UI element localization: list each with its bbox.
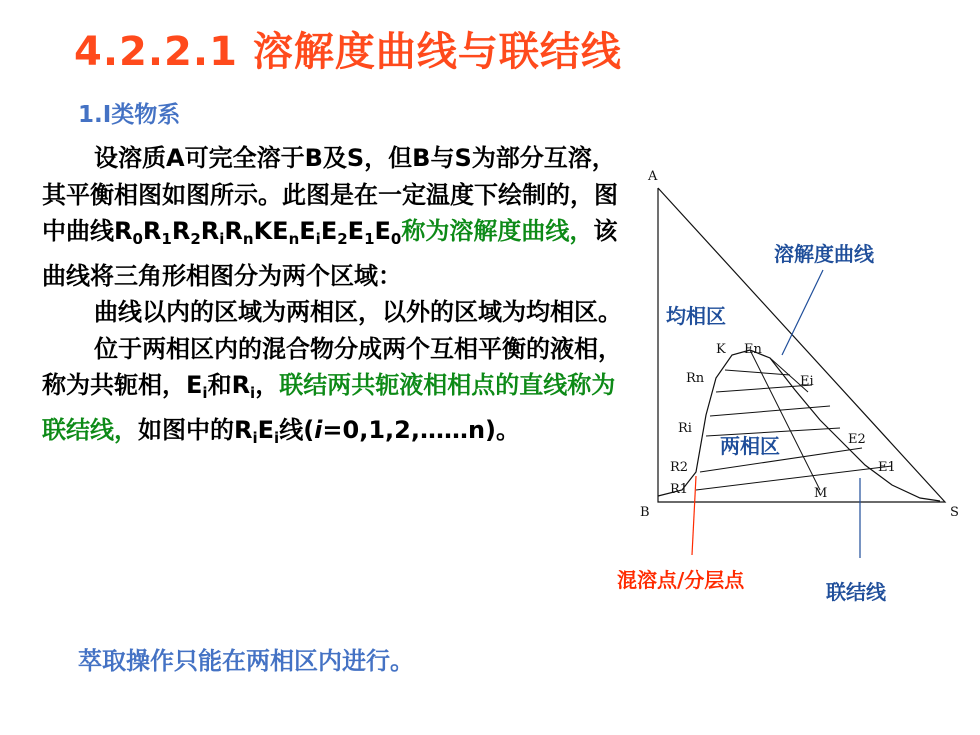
label-r1: R1: [670, 482, 689, 497]
paragraph-2: 曲线以内的区域为两相区，以外的区域为均相区。: [94, 298, 622, 326]
para3-green-definition: 联结两共轭液相相点的直线称为联结线，: [42, 371, 616, 444]
paragraph-3: [42, 331, 627, 457]
p3-r: R: [231, 371, 251, 399]
e1-sub: 1: [364, 230, 375, 248]
ri: R: [200, 217, 220, 245]
callout-two-phase-zone: 两相区: [720, 434, 780, 458]
p3-r-sub: i: [250, 384, 256, 402]
p3-end-b-sub: i: [274, 428, 280, 447]
p3-end-d: =0,1,2,……n)。: [322, 415, 521, 444]
section-subtitle: 1.I类物系: [78, 102, 181, 128]
vertex-a-label: A: [648, 169, 658, 184]
ei: E: [299, 217, 316, 245]
p3-end-i: i: [314, 415, 323, 444]
triangle-outline: [658, 188, 945, 502]
label-k: K: [716, 342, 726, 357]
body-text: [42, 140, 627, 456]
tie-line-r1e1: [696, 466, 892, 490]
label-ri: Ri: [678, 421, 692, 436]
solubility-curve-pointer: [782, 270, 823, 355]
para1-green-term: 称为溶解度曲线，: [401, 217, 594, 245]
label-e2: E2: [848, 432, 866, 447]
ri-sub: i: [219, 230, 225, 248]
p3-e: E: [186, 371, 203, 399]
ternary-phase-diagram: [630, 160, 975, 560]
r1-sub: 1: [161, 230, 172, 248]
closing-statement: 萃取操作只能在两相区内进行。: [78, 647, 414, 675]
callout-solubility-curve: 溶解度曲线: [774, 242, 874, 266]
para1-line1: 设溶质A可完全溶于B及S，但B与S为部分互溶，其平衡相图如图所示。此图是在一定温度下绘制的，图中曲线: [42, 144, 618, 245]
en-sub: n: [288, 230, 300, 248]
vertex-b-label: B: [640, 505, 650, 520]
tie-line-b: [716, 385, 812, 392]
p3-and: 和: [207, 371, 232, 399]
p3-end-b: E: [257, 415, 275, 444]
para3-start: 位于两相区内的混合物分成两个互相平衡的液相，称为共轭相，: [42, 334, 622, 399]
label-en: En: [744, 342, 762, 357]
callout-homogeneous-zone: 均相区: [666, 304, 726, 328]
page-title: 4.2.2.1 溶解度曲线与联结线: [74, 29, 622, 75]
ke: KE: [253, 217, 289, 245]
vertex-s-label: S: [950, 505, 959, 520]
label-ei: Ei: [800, 374, 814, 389]
para1-tail: 该曲线将三角形相图分为两个区域：: [42, 217, 618, 290]
ei-sub: i: [315, 230, 321, 248]
p3-e-sub: i: [202, 384, 208, 402]
label-r2: R2: [670, 460, 689, 475]
e0: E: [374, 217, 391, 245]
e2: E: [320, 217, 338, 245]
r2-sub: 2: [190, 230, 201, 248]
p3-end-c: 线(: [279, 415, 315, 444]
paragraph-1: [42, 140, 627, 294]
plait-point-pointer: [692, 476, 696, 555]
e2-sub: 2: [337, 230, 348, 248]
label-m: M: [814, 486, 828, 501]
p3-end-a: 如图中的R: [138, 415, 253, 444]
p3-comma: ，: [255, 371, 280, 399]
e1: E: [347, 217, 365, 245]
label-e1: E1: [878, 460, 896, 475]
rn: R: [224, 217, 243, 245]
callout-plait-point: 混溶点/分层点: [617, 568, 745, 592]
p3-end-a-sub: i: [252, 428, 258, 447]
r0: R: [114, 217, 133, 245]
label-rn: Rn: [686, 371, 705, 386]
r2: R: [171, 217, 191, 245]
rn-sub: n: [242, 230, 254, 248]
r1: R: [142, 217, 162, 245]
callout-tie-line: 联结线: [826, 580, 886, 604]
r0-sub: 0: [132, 230, 143, 248]
e0-sub: 0: [390, 230, 402, 248]
